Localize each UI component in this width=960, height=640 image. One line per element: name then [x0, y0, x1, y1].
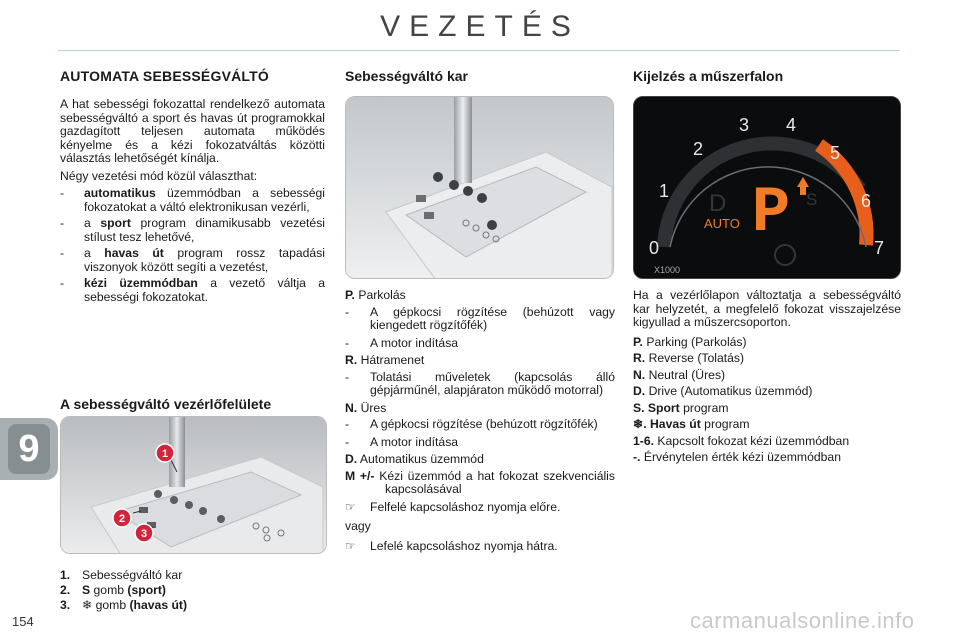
R-definition: R. Hátramenet	[345, 353, 425, 367]
list-item: ☞ Felfelé kapcsoláshoz nyomja előre.	[345, 499, 561, 514]
modes-list	[60, 187, 325, 304]
D-definition: D. Automatikus üzemmód	[345, 452, 484, 466]
chapter-tab	[0, 418, 58, 480]
list-item: - A gépkocsi rögzítése (behúzott vagy kiengedett rögzítőfék)	[345, 304, 615, 332]
modes-intro: Négy vezetési mód közül választhat:	[60, 168, 258, 183]
list-item: - automatikus üzemmódban a sebességi fokozatokat a váltó elektronikusan vezérli,	[60, 186, 325, 214]
tick-label: 1	[658, 181, 670, 201]
page-title: VEZETÉS	[380, 10, 580, 43]
list-item: - a havas út program rossz tapadási viszonyok között segíti a vezetést,	[60, 246, 325, 274]
list-item: - a sport program dinamikusabb vezetési stílust tesz lehetővé,	[60, 216, 326, 244]
tick-label: 6	[860, 191, 872, 211]
list-item: -. Érvénytelen érték kézi üzemmódban	[633, 450, 841, 464]
section-title: AUTOMATA SEBESSÉGVÁLTÓ	[60, 68, 269, 84]
lever-title: Sebességváltó kar	[345, 68, 468, 84]
callout-2: 2	[118, 513, 126, 525]
tachometer-drawing	[634, 97, 901, 279]
intro-text: A hat sebességi fokozattal rendelkező automata sebességváltó a sport és havas út programokkal gazdagított teljesen automata működés kényelme és a kézi fokozatváltás közötti választás lehetőségét kínálja.	[60, 97, 325, 165]
M-definition: M +/- Kézi üzemmód a hat fokozat szekvenciális kapcsolásával	[345, 468, 615, 496]
list-item: R. Reverse (Tolatás)	[633, 351, 745, 365]
controls-title: A sebességváltó vezérlőfelülete	[60, 396, 272, 412]
list-item: - A gépkocsi rögzítése (behúzott rögzítőfék)	[345, 417, 598, 431]
tick-label: 2	[692, 139, 704, 159]
P-definition: P. Parkolás	[345, 288, 406, 302]
list-item: - A motor indítása	[345, 434, 459, 449]
list-item: S. Sport program	[633, 400, 729, 415]
gear-indicator: P	[751, 178, 791, 250]
N-definition: N. Üres	[345, 400, 387, 415]
list-item: D. Drive (Automatikus üzemmód)	[633, 384, 813, 398]
list-item: 1. Sebességváltó kar	[60, 568, 183, 582]
page-number: 154	[12, 614, 34, 629]
list-item: - kézi üzemmódban a vezető váltja a sebességi fokozatokat.	[60, 276, 326, 304]
gear-selector-drawing	[61, 417, 327, 554]
list-item: 2. S gomb (sport)	[60, 583, 166, 597]
list-item: ☞ Lefelé kapcsoláshoz nyomja hátra.	[345, 538, 558, 553]
scale-label: X1000	[654, 265, 681, 275]
mode-auto: AUTO	[704, 216, 740, 231]
callout-3: 3	[140, 528, 148, 540]
pointer-icon: ☞	[345, 538, 356, 553]
snowflake-icon: ❄	[82, 598, 93, 612]
tick-label: 3	[738, 115, 750, 135]
or-text: vagy	[345, 519, 371, 533]
list-item: - Tolatási műveletek (kapcsolás álló gépjárműnél, alapjáraton működő motorral)	[345, 369, 615, 397]
title-rule	[58, 50, 900, 51]
column-automatic-gearbox	[60, 62, 326, 612]
watermark: carmanualsonline.info	[690, 608, 915, 633]
list-item: ❄. Havas út program	[633, 417, 750, 431]
tick-label: 7	[873, 238, 885, 258]
mode-S: S	[806, 190, 818, 209]
list-item: 1-6. Kapcsolt fokozat kézi üzemmódban	[633, 433, 850, 448]
tick-label: 4	[785, 115, 797, 135]
display-intro: Ha a vezérlőlapon változtatja a sebességváltó kar helyzetét, a megfelelő fokozat visszajelzése kigyullad a műszercsoporton.	[633, 288, 901, 329]
instrument-cluster-illustration	[633, 96, 901, 279]
callout-1: 1	[161, 448, 169, 460]
controls-legend	[60, 568, 325, 613]
tick-label: 5	[829, 143, 841, 163]
list-item: - A motor indítása	[345, 335, 459, 350]
column-dashboard-display	[633, 62, 901, 468]
gear-selector-illustration	[60, 416, 327, 554]
tick-label: 0	[648, 238, 660, 258]
chapter-number: 9	[8, 424, 50, 474]
column-gear-lever	[345, 62, 615, 557]
gear-lever-illustration	[345, 96, 614, 279]
list-item: 3. ❄ gomb (havas út)	[60, 598, 188, 612]
list-item: N. Neutral (Üres)	[633, 367, 726, 382]
display-title: Kijelzés a műszerfalon	[633, 68, 784, 84]
list-item: P. Parking (Parkolás)	[633, 334, 747, 349]
mode-D: D	[709, 190, 727, 217]
pointer-icon: ☞	[345, 499, 356, 514]
gear-lever-drawing	[346, 97, 614, 279]
